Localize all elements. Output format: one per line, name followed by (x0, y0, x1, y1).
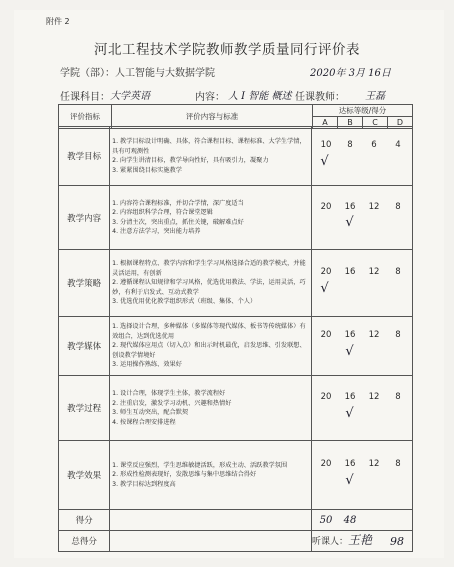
subtotal-d (386, 515, 410, 526)
listener-value: 王艳 (348, 533, 373, 547)
score-option-d: 8 (395, 267, 401, 277)
course-label: 任课科目： (60, 92, 110, 103)
score-options (312, 267, 412, 277)
indicator-cell: 教学内容 (59, 186, 110, 250)
checkmark-icon: √ (345, 215, 354, 230)
table-row (59, 186, 413, 250)
college-value: 人工智能与大数据学院 (115, 68, 215, 79)
criteria-cell (110, 127, 312, 186)
score-option-a: 20 (320, 267, 332, 277)
criteria-cell (110, 441, 312, 510)
score-option-c: 12 (368, 392, 380, 402)
date-field: 2020年 3月 16日 (310, 68, 391, 79)
check-marks (312, 402, 412, 424)
col-indicator-header: 评价指标 (59, 105, 112, 129)
score-option-b: 16 (344, 330, 356, 340)
subtotal-b: 48 (343, 514, 357, 526)
checkmark-icon: √ (345, 472, 354, 488)
subtotal-label: 得分 (59, 510, 110, 531)
college-label: 学院（部）： (60, 68, 115, 79)
criteria-item: 2. 现代媒体应用点（切入点）和出示时机最优，启发思维、引发联想、创设教学情境好 (112, 342, 306, 359)
table-header-row (59, 105, 413, 117)
score-options (312, 392, 412, 402)
criteria-item: 3. 优选优用优化教学组织形式（班级、集体、个人） (112, 298, 257, 306)
score-cell (312, 441, 413, 510)
col-level-header: 达标等级/得分 (313, 105, 413, 117)
score-options (312, 140, 412, 150)
checkmark-icon: √ (320, 153, 329, 169)
criteria-item: 3. 紧紧围绕目标实施教学 (112, 166, 182, 174)
level-c: C (363, 117, 388, 129)
score-option-c: 12 (368, 330, 380, 340)
checkmark-icon: √ (320, 280, 329, 296)
level-d: D (388, 117, 413, 129)
score-option-b: 16 (344, 459, 356, 469)
criteria-item: 1. 内容符合课程标准，并切合学情，深广度适当 (112, 199, 244, 207)
indicator-cell: 教学媒体 (59, 317, 110, 376)
score-option-b: 16 (344, 267, 356, 277)
indicator-cell: 教学效果 (59, 441, 110, 510)
listener-line (312, 531, 372, 548)
criteria-item: 2. 注重启发，激发学习动机、兴趣和热情好 (112, 399, 232, 407)
checkmark-icon: √ (345, 405, 354, 421)
col-content-header: 评价内容与标准 (112, 105, 313, 129)
check-marks (312, 340, 412, 362)
annex-label: 附件 2 (46, 17, 70, 26)
criteria-item: 3. 教学目标达到程度高 (112, 480, 176, 488)
total-label: 总得分 (59, 531, 110, 552)
score-option-c: 6 (371, 140, 377, 150)
score-cell (312, 250, 413, 317)
criteria-item: 1. 选择设计合理，多种媒体（多媒体等现代媒体、板书等传统媒体）有效组合，达到优选优用 (112, 323, 306, 340)
criteria-item: 4. 按课程合理安排进程 (112, 418, 176, 426)
criteria-cell (110, 376, 312, 441)
score-cell (312, 186, 413, 250)
criteria-item: 1. 教学目标设计明确、具体，符合课程目标、课程标准、大学生学情，具有可观测性 (112, 138, 306, 155)
criteria-cell (110, 317, 312, 376)
score-option-c: 12 (368, 267, 380, 277)
listener-label: 听课人： (312, 537, 349, 547)
score-option-d: 4 (395, 140, 401, 150)
teacher-label: 任课教师： (295, 92, 345, 103)
score-option-c: 12 (368, 459, 380, 469)
score-option-d: 8 (395, 330, 401, 340)
criteria-item: 3. 分清主次，突出重点，抓住关键，破解难点好 (112, 218, 244, 226)
college-line (60, 64, 215, 79)
criteria-item: 3. 运用操作熟练、效果好 (112, 361, 182, 369)
criteria-item: 1. 课堂反应强烈，学生思维敏捷活跃，形成主动、活跃教学氛围 (112, 461, 288, 469)
indicator-cell: 教学目标 (59, 127, 110, 186)
criteria-item: 1. 根据课程特点、教学内容和学生学习风格选择合适的教学模式，并能灵活运用，有创新 (112, 260, 306, 277)
score-option-a: 20 (320, 392, 332, 402)
score-option-a: 20 (320, 459, 332, 469)
teacher-value: 王磊 (365, 91, 385, 102)
score-option-b: 16 (344, 392, 356, 402)
total-value: 98 (390, 534, 404, 548)
score-cell (312, 376, 413, 441)
criteria-cell (110, 186, 312, 250)
score-cell (312, 127, 413, 186)
check-marks (312, 150, 412, 172)
table-row (59, 441, 413, 510)
evaluation-body (58, 126, 413, 552)
table-row (59, 250, 413, 317)
check-marks (312, 469, 412, 491)
table-row (59, 127, 413, 186)
check-marks (312, 277, 412, 299)
content-value: 人 I 智能 概述 (228, 91, 292, 102)
score-option-a: 20 (320, 201, 332, 212)
subtotal-row (59, 510, 413, 531)
check-marks (312, 212, 412, 234)
score-option-b: 8 (347, 140, 353, 150)
course-value: 大学英语 (110, 91, 150, 102)
total-blank (110, 531, 312, 552)
page-title: 河北工程技术学院教师教学质量同行评价表 (94, 42, 360, 58)
checkmark-icon: √ (345, 343, 354, 359)
level-a: A (313, 117, 338, 129)
score-option-d: 8 (395, 392, 401, 402)
score-options (312, 330, 412, 340)
criteria-item: 4. 注意方法学习，突出能力培养 (112, 228, 201, 235)
criteria-item: 2. 遵循课程认知规律和学习风格，优选优用教法、学法，运用灵活，巧妙，有利于启发式、互动式教学 (112, 279, 306, 296)
content-label: 内容： (195, 92, 225, 103)
criteria-item: 2. 向学生讲清目标，教学导向性好，具有吸引力，凝聚力 (112, 157, 269, 164)
criteria-cell (110, 250, 312, 317)
score-options (312, 459, 412, 469)
subtotal-blank (110, 510, 312, 531)
indicator-cell: 教学过程 (59, 376, 110, 441)
score-option-a: 20 (320, 330, 332, 340)
subtotal-a: 50 (319, 514, 333, 526)
criteria-item: 2. 内容组织科学合理，符合课堂逻辑 (112, 209, 213, 216)
level-b: B (338, 117, 363, 129)
score-option-c: 12 (368, 201, 380, 212)
score-cell (312, 317, 413, 376)
criteria-item: 1. 设计合理，体现学生主体，教学流程好 (112, 390, 226, 397)
score-option-d: 8 (395, 201, 401, 212)
subtotal-c (362, 515, 386, 526)
table-row (59, 317, 413, 376)
score-option-b: 16 (344, 201, 356, 212)
score-options (312, 202, 412, 212)
score-option-a: 10 (320, 140, 332, 150)
score-option-d: 8 (395, 459, 401, 469)
criteria-item: 2. 形成性检测表现好，发散思维与集中思维结合得好 (112, 471, 257, 479)
criteria-item: 3. 师生互动突出，配合默契 (112, 409, 189, 416)
table-row (59, 376, 413, 441)
indicator-cell: 教学策略 (59, 250, 110, 317)
subtotal-values (312, 510, 413, 531)
